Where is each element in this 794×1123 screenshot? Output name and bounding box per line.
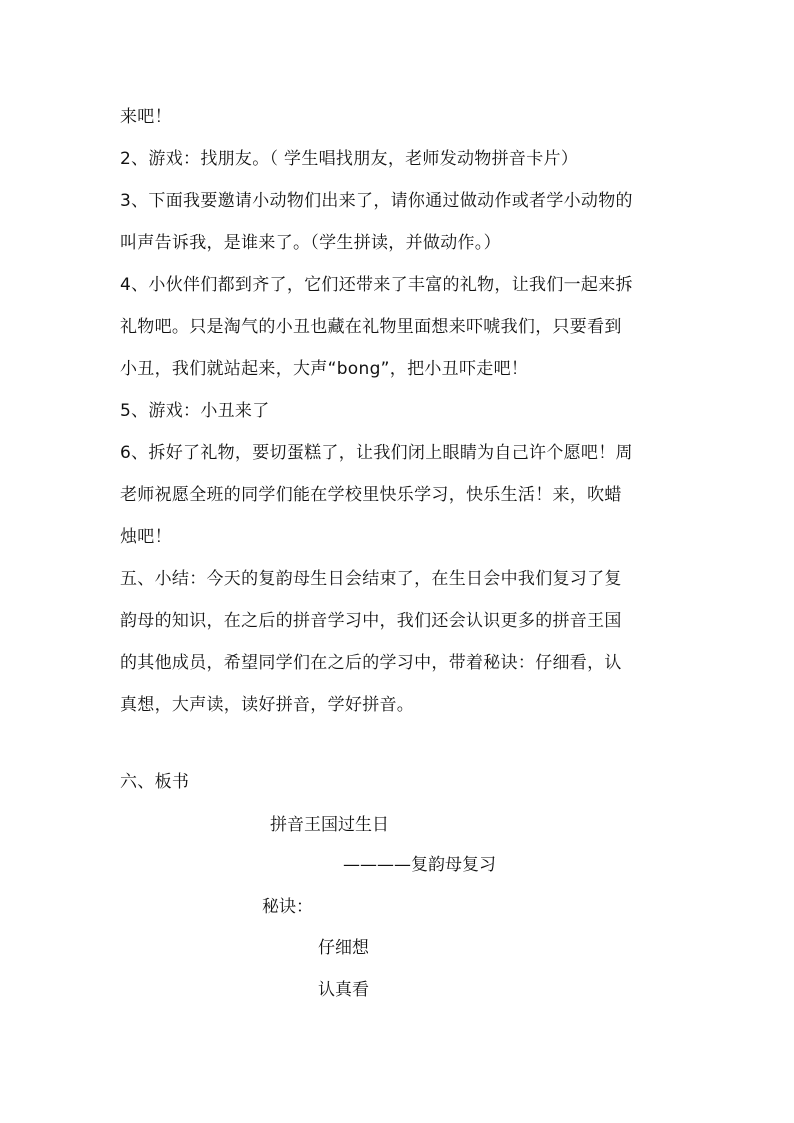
- paragraph-line: 的其他成员，希望同学们在之后的学习中，带着秘诀：仔细看，认: [120, 653, 622, 673]
- paragraph-line: 6、拆好了礼物，要切蛋糕了，让我们闭上眼睛为自己许个愿吧！周: [120, 443, 633, 463]
- paragraph-line: 2、游戏：找朋友。（ 学生唱找朋友，老师发动物拼音卡片）: [120, 149, 579, 169]
- paragraph-line: 真想，大声读，读好拼音，学好拼音。: [120, 695, 415, 715]
- paragraph-line: 老师祝愿全班的同学们能在学校里快乐学习，快乐生活！来，吹蜡: [120, 485, 622, 505]
- paragraph-line: 五、小结：今天的复韵母生日会结束了，在生日会中我们复习了复: [120, 569, 622, 589]
- paragraph-line: 5、游戏：小丑来了: [120, 401, 270, 421]
- paragraph-line: 小丑，我们就站起来，大声“bong”，把小丑吓走吧！: [120, 359, 529, 379]
- paragraph-line: 叫声告诉我，是谁来了。（学生拼读，并做动作。）: [120, 233, 501, 253]
- board-title: 拼音王国过生日: [270, 815, 389, 835]
- section-heading: 六、板书: [120, 772, 190, 792]
- paragraph-line: 3、下面我要邀请小动物们出来了，请你通过做动作或者学小动物的: [120, 191, 633, 211]
- board-secret-item: 仔细想: [318, 938, 369, 958]
- board-secret-item: 认真看: [318, 980, 369, 1000]
- board-subtitle: ————复韵母复习: [343, 855, 496, 875]
- paragraph-line: 来吧！: [120, 107, 172, 127]
- paragraph-line: 烛吧！: [120, 527, 172, 547]
- paragraph-line: 礼物吧。只是淘气的小丑也藏在礼物里面想来吓唬我们，只要看到: [120, 317, 622, 337]
- paragraph-line: 4、小伙伴们都到齐了，它们还带来了丰富的礼物，让我们一起来拆: [120, 275, 633, 295]
- board-secret-label: 秘诀：: [262, 897, 313, 917]
- paragraph-line: 韵母的知识，在之后的拼音学习中，我们还会认识更多的拼音王国: [120, 611, 622, 631]
